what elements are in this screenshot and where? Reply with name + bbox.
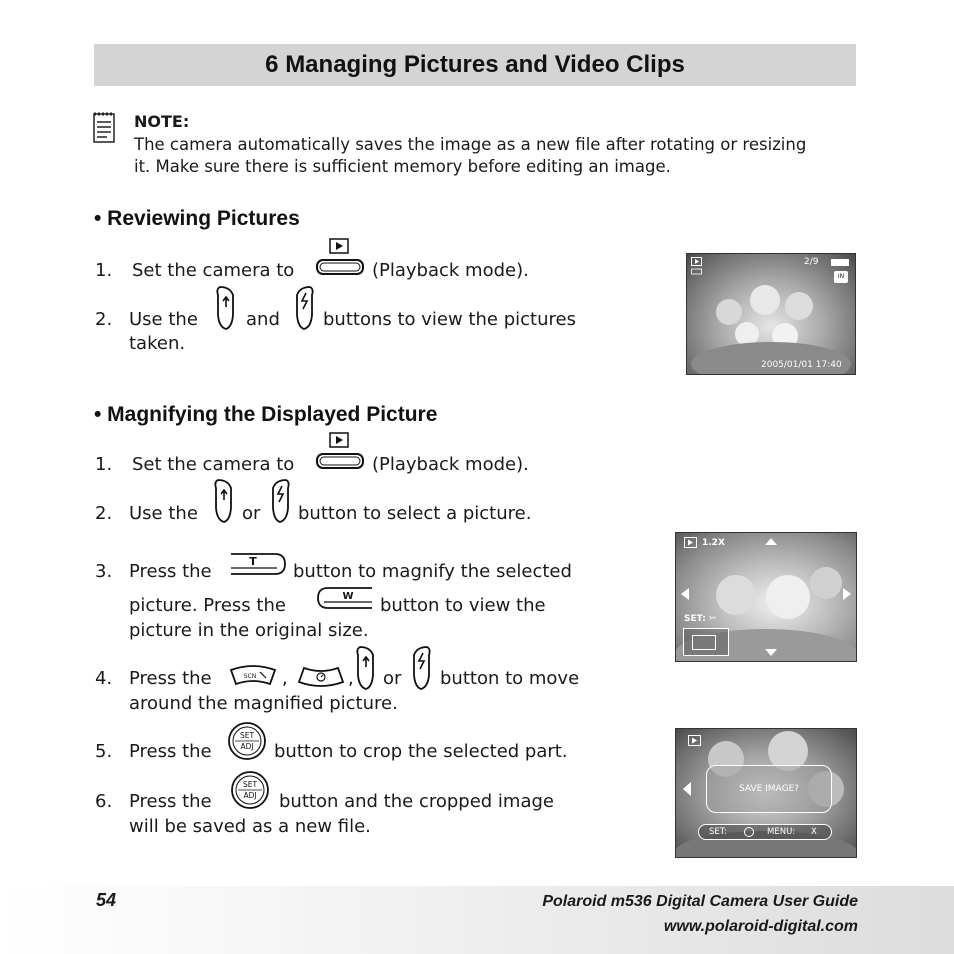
zoom-level: 1.2X [702, 538, 725, 548]
magnifying-step3-text-d: button to view the [380, 595, 546, 616]
right-flash-button-icon [292, 285, 316, 331]
magnifying-step4-text-f: around the magnified picture. [129, 693, 398, 714]
magnifying-heading: • Magnifying the Displayed Picture [94, 403, 438, 426]
tele-button-icon [229, 550, 287, 580]
set-crop-label [684, 614, 717, 624]
magnifying-step5-text-a: Press the [129, 741, 212, 762]
family-photo [687, 254, 855, 374]
right-flash-button-icon [409, 645, 433, 691]
magnifying-step5-text-b: button to crop the selected part. [274, 741, 568, 762]
adj-label: ADJ [240, 742, 254, 751]
magnifying-step2-text-c: button to select a picture. [298, 503, 532, 524]
reviewing-step2-number: 2. [95, 309, 113, 330]
playback-indicator-icon [691, 257, 703, 277]
tele-label: T [249, 555, 257, 568]
scn-up-button-icon [228, 662, 278, 690]
footer-url: www.polaroid-digital.com [663, 918, 858, 935]
magnifying-step4-text-a: Press the [129, 668, 212, 689]
magnifying-step2-text-a: Use the [129, 503, 198, 524]
magnifying-step6-text-b: button and the cropped image [279, 791, 554, 812]
picture-counter: 2/9 [804, 257, 819, 267]
note-text [134, 134, 864, 178]
arrow-down-icon [764, 647, 778, 657]
note-label: NOTE: [134, 112, 190, 131]
playback-indicator-icon [684, 537, 698, 549]
reviewing-heading: • Reviewing Pictures [94, 207, 300, 230]
playback-indicator-icon [688, 735, 702, 747]
set-label: SET: [684, 614, 706, 624]
page-title: 6 Managing Pictures and Video Clips [265, 51, 685, 78]
magnifying-step4-text-e: button to move [440, 668, 580, 689]
note-line-1: The camera automatically saves the image as a new file after rotating or resizing [134, 135, 807, 154]
battery-icon [831, 259, 851, 267]
photo-timestamp: 2005/01/01 17:40 [761, 360, 842, 370]
magnifying-step6-text-a: Press the [129, 791, 212, 812]
magnifying-step3-text-a: Press the [129, 561, 212, 582]
set-label: SET: [709, 827, 727, 837]
playback-mode-icon [314, 432, 370, 472]
reviewing-step1-number: 1. [95, 260, 113, 281]
wide-label: W [342, 591, 354, 602]
menu-label: MENU: [767, 827, 796, 837]
confirm-circle-icon [744, 827, 754, 837]
magnifying-step2-text-b: or [242, 503, 261, 524]
set-label: SET [239, 731, 255, 740]
arrow-right-icon [842, 587, 852, 601]
note-icon [92, 110, 118, 144]
right-flash-button-icon [268, 478, 292, 524]
reviewing-step1-text-b: (Playback mode). [372, 260, 529, 281]
reviewing-step2-text-b: and [246, 309, 280, 330]
magnifying-step3-number: 3. [95, 561, 113, 582]
left-flash-button-icon [354, 645, 378, 691]
playback-mode-icon [314, 238, 370, 278]
reviewing-step2-text-a: Use the [129, 309, 198, 330]
left-flash-button-icon [214, 285, 238, 331]
save-image-screen [675, 728, 857, 858]
note-line-2: it. Make sure there is sufficient memory before editing an image. [134, 157, 671, 176]
magnifying-step4-text-c: , [348, 668, 354, 689]
playback-screen-photo [686, 253, 856, 375]
magnifying-step2-number: 2. [95, 503, 113, 524]
magnifying-step1-text-a: Set the camera to [132, 454, 295, 475]
footer-guide-title: Polaroid m536 Digital Camera User Guide [542, 893, 858, 910]
set-label: SET [242, 780, 258, 789]
crop-icon: ✂ [709, 614, 717, 624]
reviewing-step2-text-d: taken. [129, 333, 186, 354]
magnifying-step5-number: 5. [95, 741, 113, 762]
page-number: 54 [96, 890, 117, 910]
crop-frame [692, 635, 716, 650]
set-adj-button-icon [230, 770, 272, 812]
wide-button-icon [314, 584, 374, 614]
navigation-thumbnail [683, 628, 729, 656]
scn-label: SCN [243, 673, 257, 680]
self-timer-down-button-icon [296, 662, 346, 690]
save-image-dialog[interactable]: SAVE IMAGE? [706, 765, 832, 813]
reviewing-step1-text-a: Set the camera to [132, 260, 295, 281]
adj-label: ADJ [243, 791, 257, 800]
magnifying-step6-number: 6. [95, 791, 113, 812]
magnifying-step1-text-b: (Playback mode). [372, 454, 529, 475]
magnifying-step4-number: 4. [95, 668, 113, 689]
magnifying-step3-text-c: picture. Press the [129, 595, 286, 616]
magnifying-step1-number: 1. [95, 454, 113, 475]
arrow-up-icon [764, 537, 778, 547]
arrow-left-icon [680, 587, 690, 601]
save-options-bar [698, 824, 832, 840]
arrow-left-icon [682, 781, 692, 797]
magnifying-step6-text-c: will be saved as a new file. [129, 816, 371, 837]
magnifying-step4-text-b: , [282, 668, 288, 689]
internal-memory-badge: IN [834, 271, 848, 283]
reviewing-step2-text-c: buttons to view the pictures [323, 309, 576, 330]
left-flash-button-icon [212, 478, 236, 524]
menu-cancel-value: X [811, 827, 817, 837]
magnifying-step3-text-b: button to magnify the selected [293, 561, 572, 582]
magnifying-step4-text-d: or [383, 668, 402, 689]
set-adj-button-icon [227, 721, 269, 763]
magnified-screen [675, 532, 857, 662]
magnifying-step3-text-e: picture in the original size. [129, 620, 369, 641]
